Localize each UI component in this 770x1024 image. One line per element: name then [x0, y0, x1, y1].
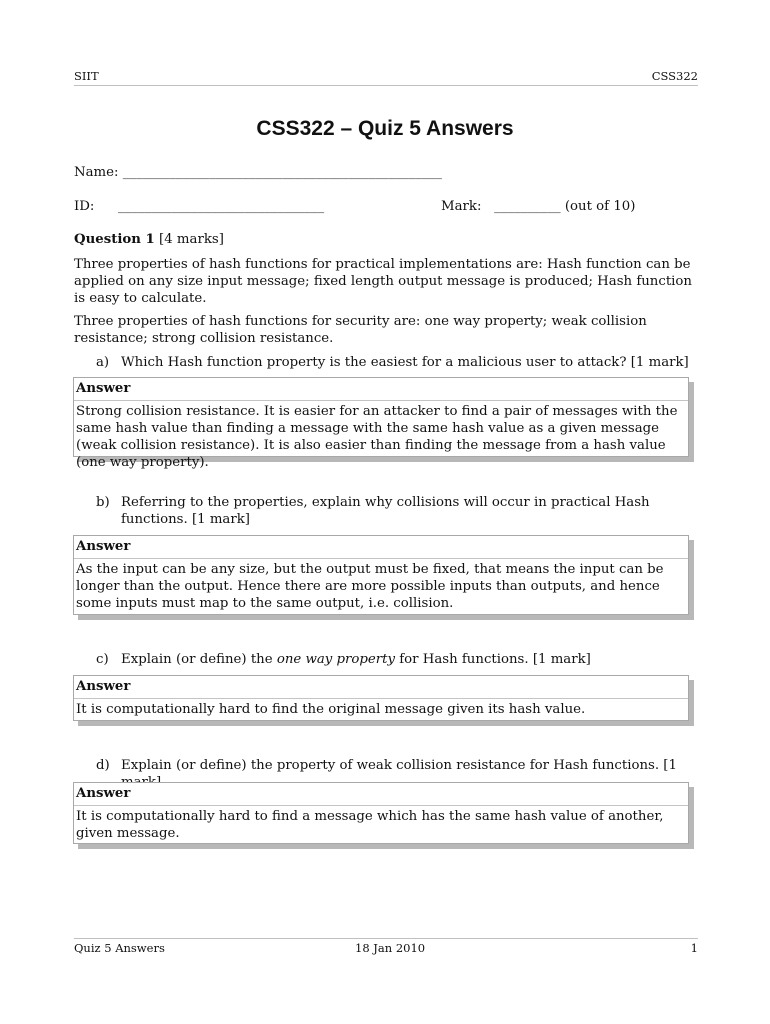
page-title: CSS322 – Quiz 5 Answers: [256, 117, 514, 140]
answer-divider: [74, 558, 688, 559]
answer-text: Strong collision resistance. It is easier for an attacker to find a pair of messages with the same hash value than finding a message with the same hash value as a given message (weak collision resistance). It is also easier than finding the message from a hash value (one way property).: [76, 404, 678, 470]
question-marks: [4 marks]: [159, 232, 224, 247]
mark-row: [441, 199, 635, 214]
part-a-text: Which Hash function property is the easiest for a malicious user to attack? [1 mark]: [121, 355, 689, 370]
answer-divider: [74, 805, 688, 806]
answer-box-b: [73, 535, 689, 615]
header-left: SIIT: [74, 69, 99, 83]
name-blank: ________________________________________________: [122, 165, 442, 180]
id-label: ID:: [74, 199, 95, 214]
part-a-question: [96, 354, 696, 371]
part-a-label: a): [96, 355, 110, 370]
answer-heading: Answer: [76, 539, 131, 554]
answer-box-c: [73, 675, 689, 721]
answer-heading: Answer: [76, 786, 131, 801]
name-label: Name:: [74, 165, 119, 180]
part-b-text: Referring to the properties, explain why collisions will occur in practical Hash functions. [1 mark]: [121, 495, 650, 527]
answer-text: It is computationally hard to find the original message given its hash value.: [76, 702, 586, 717]
intro-paragraph-1: Three properties of hash functions for practical implementations are: Hash function can be applied on any size input message; fixed length output message is produced; Hash function is easy to calculate.: [74, 257, 692, 306]
question-title: Question 1: [74, 232, 155, 247]
footer-date: 18 Jan 2010: [355, 941, 426, 955]
part-c-text: [121, 651, 696, 668]
id-blank: _______________________________: [118, 199, 325, 214]
header-rule: [74, 85, 698, 86]
answer-heading: Answer: [76, 679, 131, 694]
footer-left: Quiz 5 Answers: [74, 941, 165, 955]
mark-blank: __________: [494, 199, 561, 214]
answer-text: It is computationally hard to find a message which has the same hash value of another, given message.: [76, 809, 664, 841]
mark-label: Mark:: [441, 199, 482, 214]
mark-suffix: (out of 10): [564, 199, 636, 214]
part-b-question: [96, 494, 696, 528]
answer-divider: [74, 698, 688, 699]
answer-heading: Answer: [76, 381, 131, 396]
part-c-question: [96, 651, 696, 668]
part-d-label: d): [96, 758, 110, 773]
answer-box-d: [73, 782, 689, 844]
question-heading: [74, 232, 224, 247]
answer-divider: [74, 400, 688, 401]
name-row: [74, 165, 442, 180]
part-b-label: b): [96, 495, 110, 510]
answer-box-a: [73, 377, 689, 470]
header-right: CSS322: [651, 69, 698, 83]
part-d-text: Explain (or define) the property of weak collision resistance for Hash functions. [1: [121, 758, 677, 773]
answer-text: As the input can be any size, but the output must be fixed, that means the input can be longer than the output. Hence there are more possible inputs than outputs, and hence some inputs must map to the same output, i.e. collision.: [76, 562, 664, 611]
page-number: 1: [690, 941, 698, 955]
footer-rule: [74, 938, 698, 939]
part-c-emphasis: one way property: [276, 652, 396, 667]
part-c-text-post: for Hash functions. [1 mark]: [395, 652, 591, 667]
intro-paragraph-2: Three properties of hash functions for security are: one way property; weak collision resistance; strong collision resistance.: [74, 314, 647, 346]
part-c-text-pre: Explain (or define) the: [121, 652, 277, 667]
part-c-label: c): [96, 652, 109, 667]
